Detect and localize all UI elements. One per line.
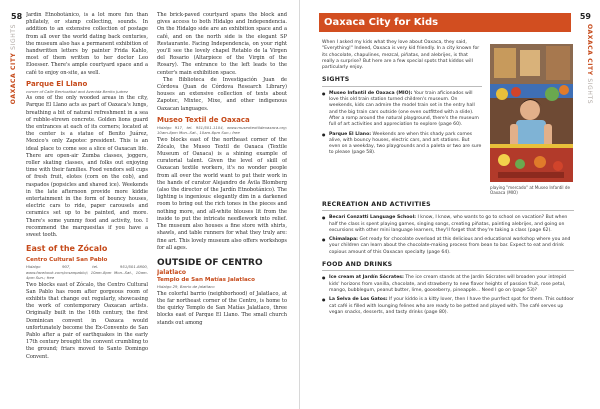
- section-heading: OUTSIDE OF CENTRO: [157, 257, 263, 268]
- paragraph: The brick-paved courtyard spans the block and gives access to both Hidalgo and Independencia. On the Hidalgo side are an exhibition space and a café, and on the north side is the elegant SP Restaurante. Facing Independencia, on your right you'll see the lovely chapel Retablo de la Virgen del Rosario (Altarpiece of the Virgin of the Rosary). The entrance to the left leads to the center's main exhibition space.: [157, 12, 287, 76]
- item-name: Ice cream at Jardín Sócrates:: [329, 275, 404, 281]
- address-line: Hidalgo 907, tel. 951/501-8800, www.facebook.com/ccsanpablo/; 10am-8pm Mon.-Sat., 10am-4pm Sun.; free: [26, 264, 148, 281]
- subsection-heading: Centro Cultural San Pablo: [26, 257, 108, 264]
- item-name: La Selva de Los Gatos:: [329, 297, 388, 303]
- sidebar-banner-title: Oaxaca City for Kids: [319, 13, 571, 32]
- subsection-heading: Templo de San Matías Jalatlaco: [157, 277, 255, 284]
- paragraph: Jardín Etnobotánico, is a lot more fun than philately, or stamp collecting, sounds. In addition to an extensive collection of postage from all over the world dating back centuries, the museum also has a permanent exhibition of handwritten letters by painter Frida Kahlo, most of them written to her doctor Leo Eloesser. There's ample courtyard space and a café to enjoy on-site, as well.: [26, 12, 148, 76]
- kids-sidebar-lower: [322, 202, 574, 319]
- address-line: corner of Calle Berriozábal and Avenida Benito Juárez: [26, 88, 128, 94]
- item-name: Chimalapa:: [329, 237, 359, 243]
- item-text: Your train aficionados will love this old train station turned children's museum. On weekends, kids can admire the model train set in the entry hall and the big train cars outside (one even outfitted with a slide). After a romp around the natural playground, there's the museum full of art activities and appreciation to explore (page 60).: [329, 90, 479, 128]
- side-tab: [10, 24, 17, 104]
- side-tab-section: OAXACA CITY: [586, 24, 593, 76]
- heading-text: East of the Zócalo: [26, 244, 108, 254]
- item-text: I know, I know, who wants to go to school on vacation? But when half the class is spent playing games, singing songs, creating piñatas, painting alebrijes, and going on excursions with other mini language learners, they'll forget that they're taking a class (page 62).: [329, 215, 568, 233]
- side-tab: [586, 24, 593, 104]
- page-number: 59: [579, 12, 591, 21]
- side-tab-subsection: SIGHTS: [586, 78, 593, 105]
- page-number: 58: [11, 12, 23, 21]
- item-name: Becari Conzatti Language School:: [329, 215, 417, 221]
- address-line: Hidalgo 29, Barrio de Jalatlaco: [157, 284, 215, 290]
- right-page: [300, 0, 600, 409]
- paragraph: The Biblioteca de Investigación Juan de Córdova (Juan de Córdova Research Library) houses an extensive collection of texts about Zapotec, Mixtec, Mixe, and other indigenous Oaxacan languages.: [157, 76, 287, 112]
- section-heading: [26, 243, 148, 255]
- item-text: Weekends are when this shady park comes alive, with bouncy houses, electric cars, and art stations. But even on a weekday, two playgrounds and a paleta or two are sure to please (page 58).: [329, 131, 482, 156]
- kids-playing-market-photo: [490, 44, 573, 182]
- list-item: [322, 132, 482, 157]
- address-line: Hidalgo 917, tel. 951/501-1104, www.museotextildeoaxaca.org; 10am-8pm Mon.-Sat., 10am-6pm Sun.; free: [157, 124, 287, 136]
- intro-paragraph: When I asked my kids what they love about Oaxaca, they said, "Everything!" Indeed, Oaxaca is very kid friendly. In a city known for its chocolate, chapulines, mezcal, piñatas, and alebrijes, is that really a surprise? But here are a few special spots that kiddos will particularly enjoy.: [322, 40, 480, 71]
- food-heading: FOOD AND DRINKS: [322, 262, 574, 271]
- photo-caption: playing "mercado" at Museo Infantil de Oaxaca (MIO): [490, 185, 570, 196]
- section-heading: Parque El Llano: [26, 79, 88, 88]
- side-tab-section: OAXACA CITY: [10, 52, 17, 105]
- subsection-heading: Jalatlaco: [157, 268, 187, 276]
- side-tab-subsection: SIGHTS: [10, 24, 17, 50]
- list-item: [322, 297, 574, 316]
- paragraph: The colorful barrio (neighborhood) of Jalatlaco, at the far northeast corner of the Centro, is home to the quirky Templo de San Matías Jalatlaco, three blocks east of Parque El Llano. The small church stands out among: [157, 290, 287, 326]
- paragraph: Two blocks east of Zócalo, the Centro Cultural San Pablo has room after gorgeous room of exhibits that change out regularly, showcasing the work of contemporary Oaxacan artists. Originally built in the 16th century, the first Dominican convent in Oaxaca would unfortunately become the Ex-Convento de San Pablo after a pair of earthquakes in the early 17th century brought the convent crumbling to the ground; friars moved to Santo Domingo Convent.: [26, 281, 148, 360]
- list-item: [322, 237, 574, 256]
- sights-heading: SIGHTS: [322, 77, 482, 86]
- item-name: Parque El Llano:: [329, 131, 372, 137]
- item-text: The ice cream stands at the Jardín Sócrates will broaden your intrepid kids' horizons from vanilla, chocolate, and strawberry to new flavor heights of passion fruit, rose petal, mango, bubblegum, peanut butter, lime, gooseberry, pineapple... Need I go on (page 53)?: [329, 275, 567, 293]
- item-name: Museo Infantil de Oaxaca (MIO):: [329, 90, 413, 96]
- item-text: If your kiddo is a kitty lover, then I have the purrfect spot for them. This outdoor cat café is filled with lounging felines who are ready to be petted and played with. The café serves up vegan snacks, desserts, and tasty drinks (page 80).: [329, 297, 574, 315]
- photo-illustration: [490, 44, 573, 182]
- paragraph: As one of the only wooded areas in the city, Parque El Llano acts as part of Oaxaca's lungs, breathing a bit of natural refreshment in a sea of rubble-strewn concrete. Golden lions guard the entrances at each of its corners; located at the center is a statue of Benito Juárez, Mexico's only Zapotec president. This is an ideal place to come see a slice of Oaxacan life. There are open-air Zumba classes, joggers, roller skating classes, and folks out enjoying time with their families. Food vendors sell cups of fresh fruit, elotes (corn on the cob), and raspados (popsicles and shaved ice). Weekends in the late afternoon provide more kiddie entertainment in the form of bouncy houses, electric cars to ride, paper carousels and ceramics set up to be painted, and more. There's some yummy food and activity, too. I recommend the marquesitas if you have a sweet tooth.: [26, 95, 148, 239]
- text-column-1: [26, 12, 148, 404]
- section-heading: Museo Textil de Oaxaca: [157, 115, 250, 124]
- item-text: Get ready for chocolate overload at this delicious and educational workshop where you and your children can learn about the chocolate-making process from bean to bar. Expect to eat and drink copious amount of this Oaxacan specialty (page 64).: [329, 237, 571, 255]
- list-item: [322, 91, 482, 129]
- paragraph: Two blocks east of the northeast corner of the Zócalo, the Museo Textil de Oaxaca (Textile Museum of Oaxaca) is a shining example of curatorial talent. Given the level of skill of Oaxacan textile workers, it's no wonder people from all over the world want to put their work in the hands of curator Alejandro de Ávila Blomberg (also the director of the Jardín Etnobotánico). The lighting is ingenious: elegantly dim in a darkened room to bring out the rich tones in the pieces and nothing more, and all-white blouses lit from the inside to put the intricate needlework into relief. The museum also houses a fine store with shirts, shawls, and table runners for what they truly are: fine art. This lovely museum also offers workshops for all ages.: [157, 136, 287, 251]
- list-item: [322, 275, 574, 294]
- text-column-2: [157, 12, 287, 404]
- list-item: [322, 215, 574, 234]
- kids-sidebar-upper: [322, 40, 482, 160]
- recreation-heading: RECREATION AND ACTIVITIES: [322, 202, 574, 211]
